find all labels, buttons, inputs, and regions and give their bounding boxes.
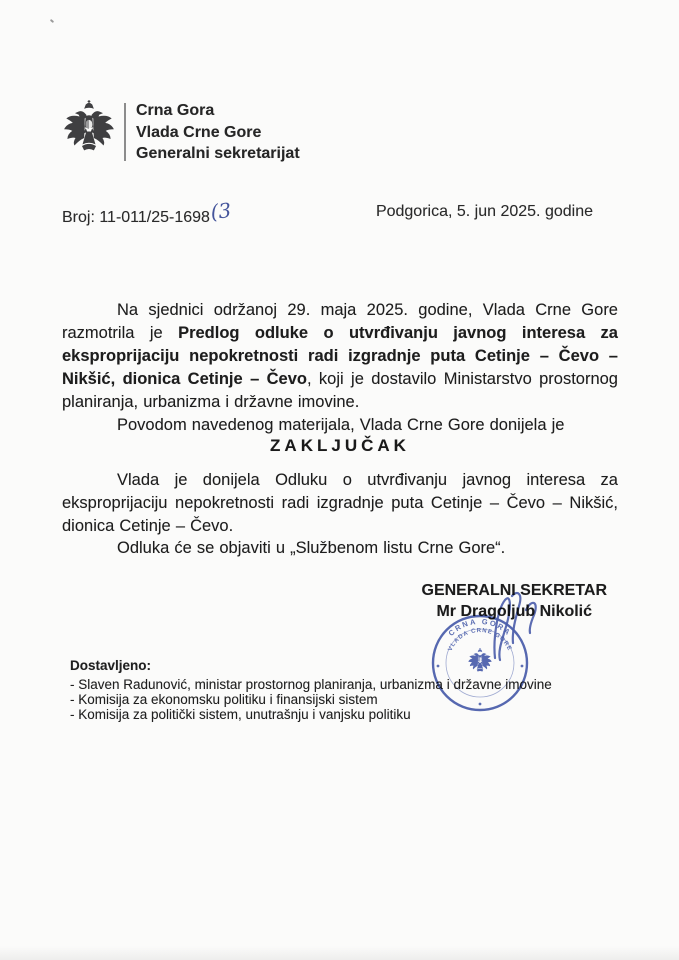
paragraph-session-start: Na sjednici održanoj 29. maja 2025. godine, Vlada Crne Gore razmotrila je <box>62 301 618 342</box>
scan-bottom-shadow <box>0 946 679 960</box>
distribution-item: - Komisija za politički sistem, unutrašnju i vanjsku politiku <box>70 707 411 722</box>
letterhead-line-country: Crna Gora <box>136 102 215 119</box>
handwritten-annotation: (3 <box>209 198 233 225</box>
proposal-title-bold: Predlog odluke o utvrđivanju javnog interesa za eksproprijaciju nepokretnosti radi izgradnje puta Cetinje – Čevo – Nikšić, dionica Cetinje – Čevo <box>62 324 618 388</box>
distribution-item: - Komisija za ekonomsku politiku i finansijski sistem <box>70 692 378 707</box>
distribution-item: - Slaven Radunović, ministar prostornog planiranja, urbanizma i državne imovine <box>70 677 552 692</box>
paragraph-decision: Vlada je donijela Odluku o utvrđivanju javnog interesa za eksproprijaciju nepokretnosti radi izgradnje puta Cetinje – Čevo – Nikšić, dionica Cetinje – Čevo. <box>62 471 618 535</box>
stamp-center-eagle-icon <box>468 648 491 672</box>
letterhead-divider <box>124 103 126 161</box>
paragraph-publication: Odluka će se objaviti u „Službenom listu Crne Gore“. <box>117 539 506 557</box>
conclusion-heading: ZAKLJUČAK <box>270 436 410 455</box>
letterhead <box>62 100 300 165</box>
stamp-outer-text: CRNA GORA <box>446 616 514 638</box>
paragraph-session-end: , koji je dostavilo Ministarstvo prostornog planiranja, urbanizma i državne imovine. <box>62 370 618 411</box>
distribution-label: Dostavljeno: <box>70 658 152 673</box>
signatory-title: GENERALNI SEKRETAR <box>421 582 607 599</box>
paragraph-povodom: Povodom navedenog materijala, Vlada Crne Gore donijela je <box>117 416 565 434</box>
stamp-inner-text: VLADA CRNE GORE <box>447 627 513 653</box>
place-and-date: Podgorica, 5. jun 2025. godine <box>375 203 593 220</box>
letterhead-line-secretariat: Generalni sekretarijat <box>136 145 300 162</box>
scan-speck <box>50 19 54 23</box>
letterhead-line-government: Vlada Crne Gore <box>136 123 262 141</box>
signatory-name: Mr Dragoljub Nikolić <box>436 602 593 620</box>
paragraph-session <box>62 299 618 414</box>
reference-number-printed: Broj: 11-011/25-1698 <box>62 209 210 226</box>
reference-line <box>62 198 593 227</box>
official-seal-stamp <box>413 588 588 733</box>
reference-number <box>62 198 233 227</box>
letterhead-text <box>136 100 300 165</box>
coat-of-arms-icon <box>62 100 116 164</box>
